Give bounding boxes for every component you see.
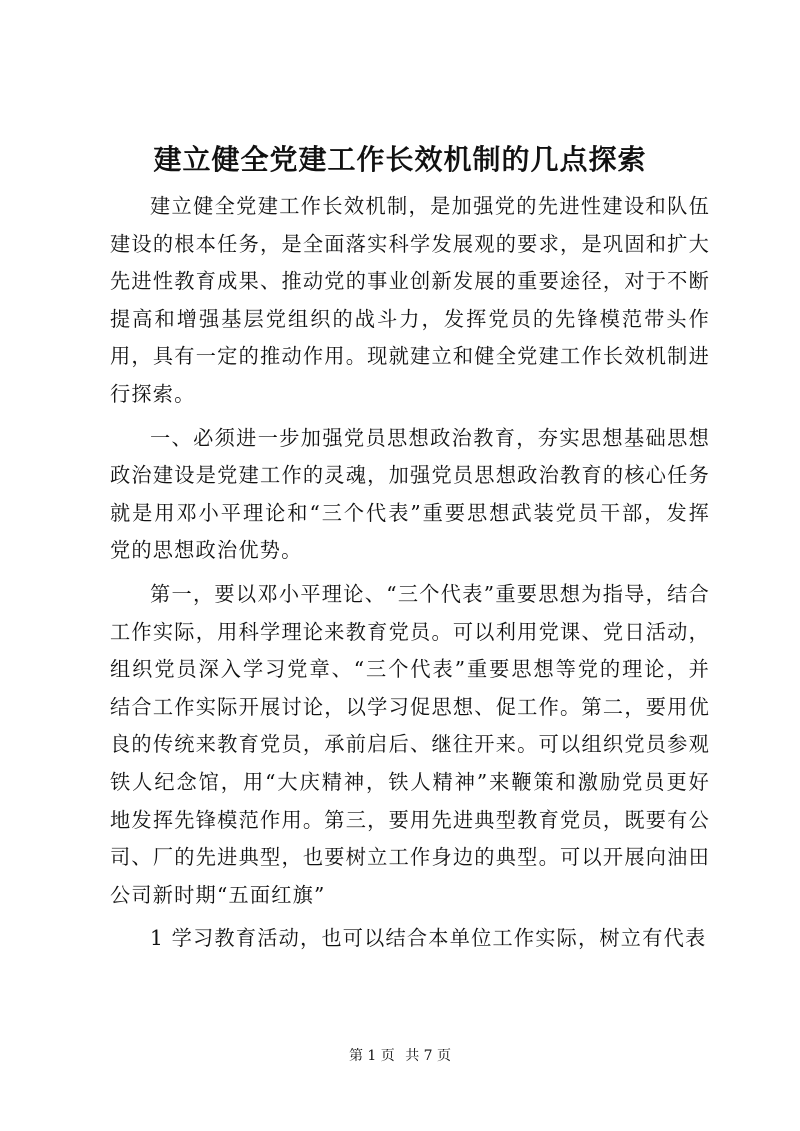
paragraph-points: 第一，要以邓小平理论、“三个代表”重要思想为指导，结合工作实际，用科学理论来教育党员。可以利用党课、党日活动，组织党员深入学习党章、“三个代表”重要思想等党的理论，并结合工作实际开展讨论，以学习促思想、促工作。第二，要用优良的传统来教育党员，承前启后、继往开来。可以组织党员参观铁人纪念馆，用“大庆精神，铁人精神”来鞭策和激励党员更好地发挥先锋模范作用。第三，要用先进典型教育党员，既要有公司、厂的先进典型，也要树立工作身边的典型。可以开展向油田公司新时期“五面红旗” bbox=[110, 581, 710, 907]
paragraph-section-one: 一、必须进一步加强党员思想政治教育，夯实思想基础思想政治建设是党建工作的灵魂，加强党员思想政治教育的核心任务就是用邓小平理论和“三个代表”重要思想武装党员干部，发挥党的思想政治优势。 bbox=[110, 425, 710, 563]
page-number: 第 1 页 bbox=[348, 1048, 395, 1064]
paragraph-continued: 1 学习教育活动，也可以结合本单位工作实际，树立有代表 bbox=[150, 926, 707, 951]
document-title: 建立健全党建工作长效机制的几点探索 bbox=[153, 143, 647, 176]
paragraph-intro: 建立健全党建工作长效机制，是加强党的先进性建设和队伍建设的根本任务，是全面落实科学发展观的要求，是巩固和扩大先进性教育成果、推动党的事业创新发展的重要途径，对于不断提高和增强基层党组织的战斗力，发挥党员的先锋模范带头作用，具有一定的推动作用。现就建立和健全党建工作长效机制进行探索。 bbox=[110, 194, 710, 406]
page-footer bbox=[0, 1046, 800, 1066]
page-total: 共 7 页 bbox=[405, 1048, 452, 1064]
document-body bbox=[110, 188, 710, 964]
